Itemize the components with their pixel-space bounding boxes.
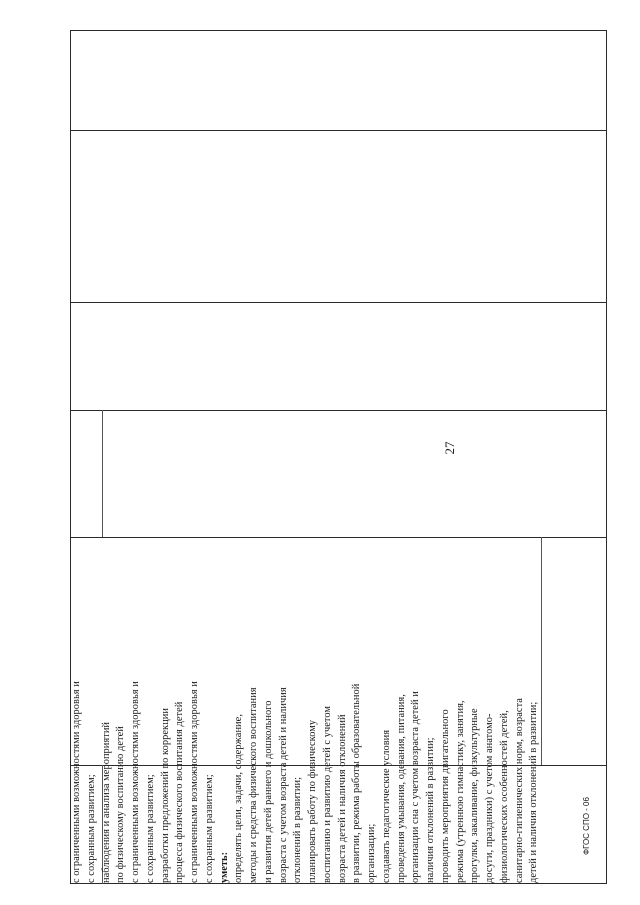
text-line: разработки предложений по коррекции	[159, 708, 171, 883]
table-top-border	[70, 30, 607, 31]
text-line: организации;	[366, 823, 377, 883]
text-line: создавать педагогические условия	[380, 729, 392, 883]
competency-text-block	[70, 538, 542, 883]
text-line: с сохранным развитием;	[144, 774, 156, 883]
text-line: отклонений в развитии;	[292, 776, 304, 883]
text-line: процесса физического воспитания детей	[174, 701, 186, 883]
text-line: с ограниченными возможностями здоровья и	[71, 681, 82, 883]
column-divider-1	[70, 130, 607, 131]
text-line: по физическому воспитанию детей	[115, 726, 127, 883]
text-line: уметь:	[218, 851, 230, 883]
page-number: 27	[442, 441, 457, 455]
text-line: с сохранным развитием;	[85, 774, 97, 883]
text-line: наличия отклонений в развитии;	[425, 737, 436, 883]
text-line: методы и средства физического воспитания	[248, 687, 259, 883]
text-line: в развитии, режима работы образовательной	[351, 683, 363, 883]
text-line: определять цели, задачи, содержание,	[233, 714, 245, 883]
text-line: с ограниченными возможностями здоровья и	[130, 681, 141, 883]
column-divider-3	[70, 410, 607, 411]
text-line: с сохранным развитием;	[203, 774, 215, 883]
text-line: возраста с учетом возраста детей и наличия	[277, 687, 289, 883]
text-line: санитарно-гигиенических норм, возраста	[513, 698, 525, 883]
footer-document-code: ФГОС СПО - 06	[582, 797, 591, 855]
text-line: с ограниченными возможностями здоровья и	[189, 681, 200, 883]
table-bottom-border	[70, 883, 607, 884]
text-line: прогулки, закаливание, физкультурные	[469, 708, 481, 883]
text-line: и развития детей раннего и дошкольного	[262, 700, 274, 883]
text-line: организации сна с учетом возраста детей и	[410, 691, 422, 883]
row-divider-a	[102, 410, 103, 537]
text-line: режима (утреннюю гимнастику, занятия,	[454, 700, 466, 883]
text-line: физиологических особенностей детей,	[498, 710, 510, 883]
text-line: детей и наличия отклонений в развитии;	[528, 701, 540, 883]
text-line: наблюдения и анализа мероприятий	[100, 721, 112, 883]
text-line: проведения умывания, одевания, питания,	[395, 694, 407, 883]
text-line: планировать работу по физическому	[307, 719, 318, 883]
text-line: возраста детей и наличия отклонений	[336, 714, 348, 883]
column-divider-2	[70, 302, 607, 303]
text-line: досуги, праздники) с учетом анатомо-	[484, 713, 495, 883]
table-right-border	[606, 30, 607, 884]
text-line: воспитанию и развитию детей с учетом	[321, 705, 333, 883]
text-line: проводить мероприятия двигательного	[439, 709, 451, 883]
